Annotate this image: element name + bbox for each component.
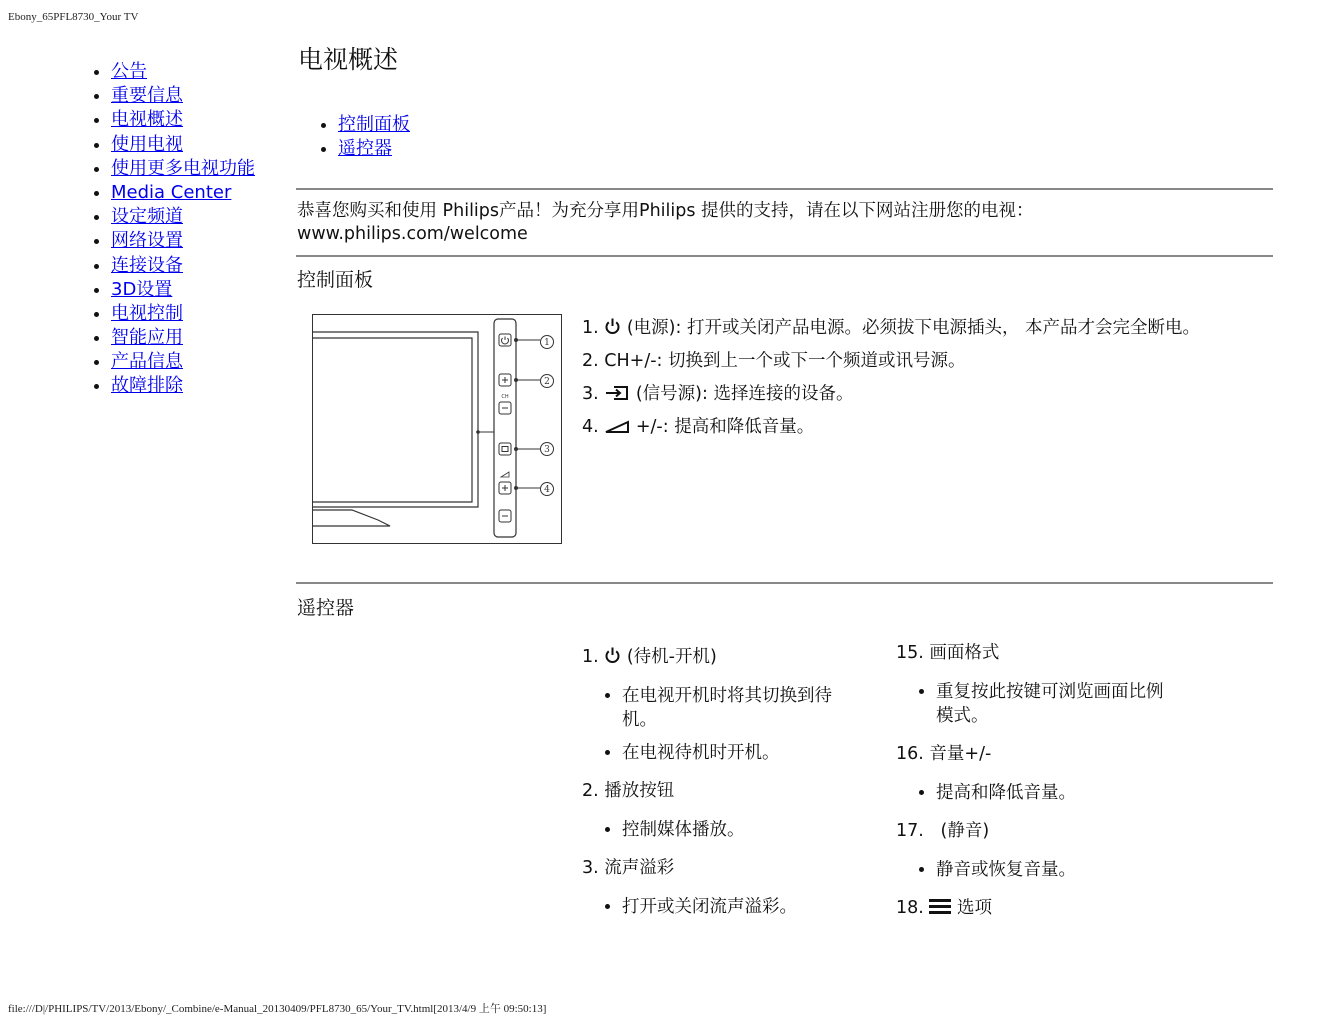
- nav-link-3d[interactable]: 3D设置: [111, 278, 173, 300]
- nav-link-use-tv[interactable]: 使用电视: [111, 133, 183, 155]
- item-number: 1.: [582, 318, 599, 338]
- control-item: [582, 382, 1222, 406]
- item-title: 流声溢彩: [604, 858, 675, 878]
- nav-item: [111, 157, 255, 181]
- remote-item-title: [896, 819, 1176, 843]
- control-panel-diagram: [312, 314, 562, 544]
- list-item: • 在电视待机时开机。: [622, 741, 862, 765]
- remote-list-right: [896, 641, 1176, 920]
- item-text: (信号源): 选择连接的设备。: [635, 384, 854, 404]
- nav-link-more-features[interactable]: 使用更多电视功能: [111, 157, 255, 179]
- control-item: [582, 349, 1222, 373]
- remote-list-left: [582, 645, 862, 933]
- item-title: 音量+/-: [929, 744, 992, 764]
- volume-icon: [604, 420, 630, 434]
- sidebar-nav: [90, 60, 255, 399]
- nav-link-troubleshooting[interactable]: 故障排除: [111, 375, 183, 397]
- nav-link-channel-setup[interactable]: 设定频道: [111, 206, 183, 228]
- remote-item-bullets: [896, 781, 1176, 805]
- nav-link-tv-overview[interactable]: 电视概述: [111, 109, 183, 131]
- document-header: Ebony_65PFL8730_Your TV: [8, 11, 139, 23]
- item-number: 3.: [582, 384, 599, 404]
- intro-url: www.philips.com/welcome: [297, 224, 528, 244]
- control-item: [582, 316, 1222, 340]
- divider: [296, 188, 1273, 190]
- toc-link-remote[interactable]: 遥控器: [338, 138, 392, 159]
- nav-link-connect-devices[interactable]: 连接设备: [111, 254, 183, 276]
- source-icon: [604, 385, 630, 401]
- nav-item: [111, 229, 255, 253]
- item-title: 播放按钮: [604, 781, 675, 801]
- document-footer: file:///D|/PHILIPS/TV/2013/Ebony/_Combine/e-Manual_20130409/PFL8730_65/Your_TV.html[2013/4/9 上午 09:50:13]: [8, 1003, 547, 1015]
- nav-item: [111, 108, 255, 132]
- remote-item-bullets: [582, 684, 862, 765]
- list-item: • 重复按此按键可浏览画面比例模式。: [936, 680, 1176, 728]
- toc-item: [338, 137, 410, 161]
- nav-link-important-info[interactable]: 重要信息: [111, 85, 183, 107]
- item-title: (静音): [929, 821, 990, 841]
- nav-item: [111, 60, 255, 84]
- nav-item: [111, 84, 255, 108]
- power-icon: [604, 646, 621, 664]
- remote-item-title: [582, 645, 862, 669]
- callout-label: 3: [544, 445, 550, 455]
- nav-item: [111, 278, 255, 302]
- remote-heading: 遥控器: [297, 597, 355, 619]
- callout-label: 1: [544, 338, 550, 348]
- nav-item: [111, 254, 255, 278]
- control-panel-heading: 控制面板: [297, 269, 374, 291]
- nav-link-smart-apps[interactable]: 智能应用: [111, 327, 183, 349]
- item-number: 4.: [582, 417, 599, 437]
- remote-item-bullets: [896, 680, 1176, 728]
- item-number: 3.: [582, 858, 599, 878]
- remote-item-bullets: [582, 895, 862, 919]
- item-number: 16.: [896, 744, 924, 764]
- page-title: 电视概述: [298, 45, 399, 74]
- divider: [296, 255, 1273, 257]
- nav-link-tv-control[interactable]: 电视控制: [111, 302, 183, 324]
- nav-item: [111, 133, 255, 157]
- item-number: 2.: [582, 351, 599, 371]
- nav-item: [111, 350, 255, 374]
- item-title: 选项: [957, 898, 992, 918]
- power-icon: [604, 317, 621, 335]
- list-item: • 提高和降低音量。: [936, 781, 1176, 805]
- list-item: • 打开或关闭流声溢彩。: [622, 895, 862, 919]
- toc-item: [338, 113, 410, 137]
- list-item: • 静音或恢复音量。: [936, 858, 1176, 882]
- control-item: [582, 415, 1222, 439]
- toc-link-control-panel[interactable]: 控制面板: [338, 114, 410, 135]
- menu-icon: [929, 898, 951, 915]
- remote-item-title: [896, 641, 1176, 665]
- item-number: 15.: [896, 643, 924, 663]
- nav-item: [111, 374, 255, 398]
- item-title: 画面格式: [929, 643, 1000, 663]
- nav-item: [111, 326, 255, 350]
- remote-item-title: [582, 779, 862, 803]
- remote-item-title: [896, 896, 1176, 920]
- remote-item-title: [582, 856, 862, 880]
- list-item: • 在电视开机时将其切换到待机。: [622, 684, 862, 732]
- nav-item: [111, 302, 255, 326]
- intro-line: 恭喜您购买和使用 Philips产品！为充分享用Philips 提供的支持，请在以下网站注册您的电视：: [297, 201, 1034, 221]
- nav-item: [111, 181, 255, 205]
- item-number: 17.: [896, 821, 924, 841]
- page-toc: [318, 113, 410, 161]
- item-text: (电源): 打开或关闭产品电源。必须拔下电源插头， 本产品才会完全断电。: [626, 318, 1201, 338]
- callout-label: 4: [544, 485, 550, 495]
- intro-text: [297, 200, 1257, 246]
- callout-label: 2: [544, 377, 550, 387]
- item-number: 2.: [582, 781, 599, 801]
- item-number: 18.: [896, 898, 924, 918]
- ch-label: CH: [501, 394, 509, 400]
- nav-link-network[interactable]: 网络设置: [111, 230, 183, 252]
- nav-item: [111, 205, 255, 229]
- remote-item-title: [896, 742, 1176, 766]
- control-panel-list: [582, 316, 1222, 448]
- item-text: +/-: 提高和降低音量。: [635, 417, 815, 437]
- nav-link-announcement[interactable]: 公告: [111, 61, 147, 82]
- item-text: CH+/-: 切换到上一个或下一个频道或讯号源。: [604, 351, 966, 371]
- nav-link-media-center[interactable]: Media Center: [111, 181, 232, 203]
- remote-item-bullets: [582, 818, 862, 842]
- item-title: (待机-开机): [626, 647, 717, 667]
- list-item: • 控制媒体播放。: [622, 818, 862, 842]
- divider: [296, 582, 1273, 584]
- nav-link-product-info[interactable]: 产品信息: [111, 351, 183, 373]
- remote-item-bullets: [896, 858, 1176, 882]
- item-number: 1.: [582, 647, 599, 667]
